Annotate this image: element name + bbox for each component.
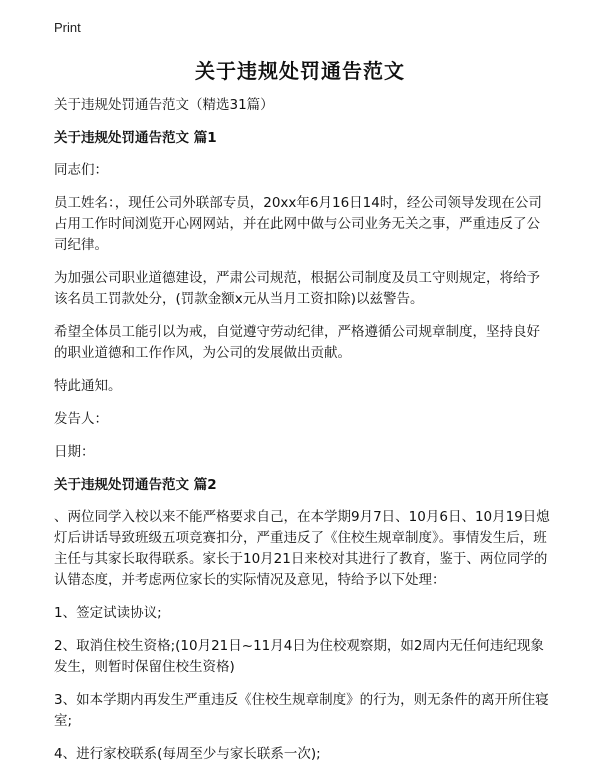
section-2-heading: 关于违规处罚通告范文 篇2 <box>54 477 217 493</box>
list-item: 3、如本学期内再发生严重违反《住校生规章制度》的行为，则无条件的离开所住寝室; <box>54 692 549 729</box>
section-2-paragraph-1: 、两位同学入校以来不能严格要求自己，在本学期9月7日、10月6日、10月19日熄灯后讲话导致班级五项竞赛扣分，严重违反了《住校生规章制度》。事情发生后，班主任与其家长取得联系。家长于10月21日来校对其进行了教育，鉴于、两位同学的认错态度，并考虑两位家长的实际情况及意见，特给予以下处理： <box>54 509 550 588</box>
section-1-paragraph-3: 希望全体员工能引以为戒，自觉遵守劳动纪律，严格遵循公司规章制度，坚持良好的职业道德和工作作风，为公司的发展做出贡献。 <box>54 324 540 361</box>
issuer-label: 发告人： <box>54 411 108 427</box>
section-1-heading: 关于违规处罚通告范文 篇1 <box>54 130 217 146</box>
notice-line: 特此通知。 <box>54 378 122 394</box>
section-1-paragraph-1: 员工姓名：，现任公司外联部专员，20xx年6月16日14时，经公司领导发现在公司占用工作时间浏览开心网网站，并在此网中做与公司业务无关之事，严重违反了公司纪律。 <box>54 195 542 253</box>
document-title: 关于违规处罚通告范文 <box>195 59 405 83</box>
date-label: 日期： <box>54 444 95 460</box>
document-subtitle: 关于违规处罚通告范文（精选31篇） <box>54 97 274 113</box>
list-item: 2、取消住校生资格;(10月21日~11月4日为住校观察期，如2周内无任何违纪现象发生，则暂时保留住校生资格) <box>54 638 544 675</box>
list-item: 4、进行家校联系(每周至少与家长联系一次); <box>54 746 321 762</box>
list-item: 1、签定试读协议; <box>54 605 162 621</box>
document-body <box>54 95 552 777</box>
section-1-paragraph-2: 为加强公司职业道德建设，严肃公司规范，根据公司制度及员工守则规定，将给予该名员工罚款处分，(罚款金额x元从当月工资扣除)以兹警告。 <box>54 270 540 307</box>
print-label: Print <box>54 20 81 35</box>
salutation: 同志们： <box>54 162 108 178</box>
